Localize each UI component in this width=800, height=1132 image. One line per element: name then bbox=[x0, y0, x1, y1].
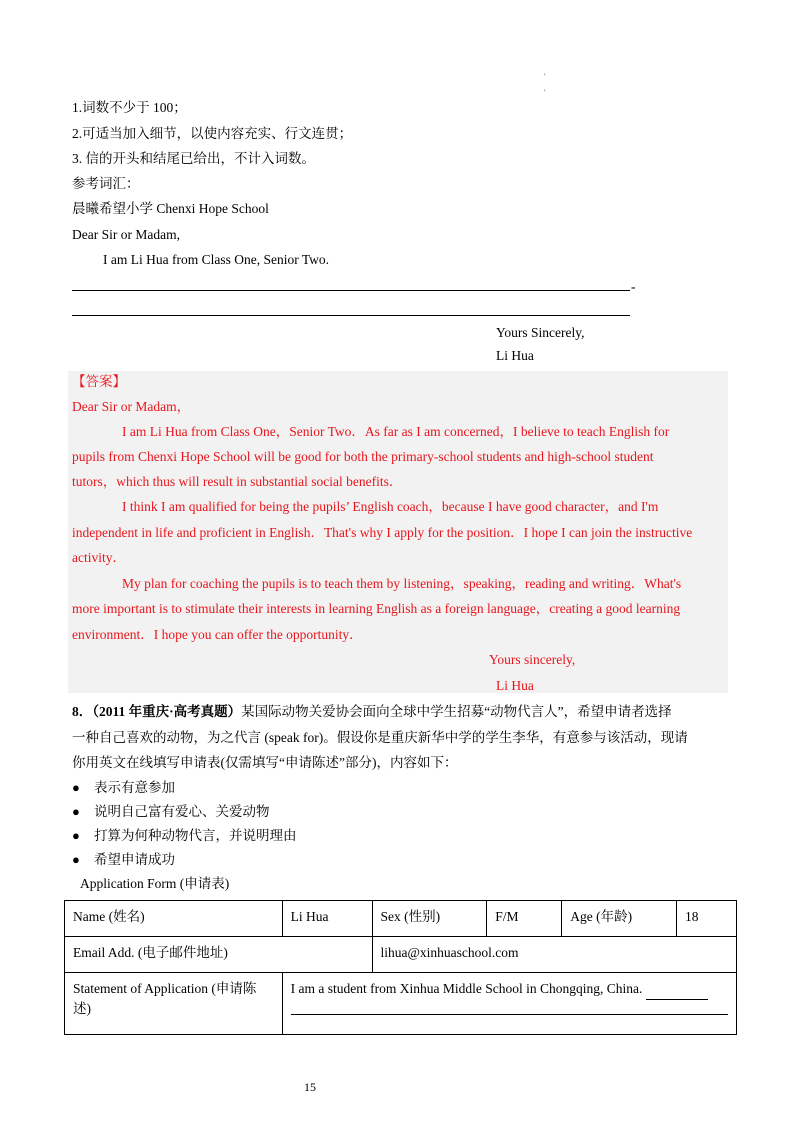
name-value: Li Hua bbox=[282, 901, 372, 937]
vocab-label: 参考词汇： bbox=[72, 176, 140, 191]
email-value: lihua@xinhuaschool.com bbox=[372, 937, 737, 973]
name-label: Name (姓名) bbox=[65, 901, 283, 937]
vocab-item: 晨曦希望小学 Chenxi Hope School bbox=[72, 201, 269, 216]
question-8-line2: 一种自己喜欢的动物，为之代言 (speak for)。假设你是重庆新华中学的学生李华，有意参与该活动，现请 bbox=[72, 730, 688, 745]
form-title: Application Form (申请表) bbox=[80, 876, 230, 891]
bullet-icon: ● bbox=[72, 828, 80, 843]
bullet-item: 打算为何种动物代言，并说明理由 bbox=[94, 828, 297, 843]
statement-cell bbox=[282, 973, 736, 1035]
answer-line: I am Li Hua from Class One，Senior Two．As far as I am concerned，I believe to teach English for bbox=[122, 424, 670, 439]
letter-closing: Yours Sincerely, bbox=[496, 325, 585, 340]
question-number: 8． bbox=[72, 704, 93, 719]
answer-line: more important is to stimulate their interests in learning English as a foreign language，creating a good learning bbox=[72, 601, 681, 616]
question-text: 某国际动物关爱协会面向全球中学生招募“动物代言人”，希望申请者选择 bbox=[241, 704, 672, 719]
answer-closing: Yours sincerely, bbox=[489, 652, 576, 667]
fill-blank bbox=[646, 979, 708, 1000]
statement-value: I am a student from Xinhua Middle School in Chongqing, China. bbox=[290, 981, 643, 996]
writing-line bbox=[72, 290, 630, 291]
answer-line: independent in life and proficient in English．That's why I apply for the position．I hope I can join the instructive bbox=[72, 525, 693, 540]
bullet-item: 表示有意参加 bbox=[94, 780, 175, 795]
bullet-item: 希望申请成功 bbox=[94, 852, 175, 867]
stray-mark: ' bbox=[544, 88, 546, 97]
letter-salutation: Dear Sir or Madam, bbox=[72, 227, 180, 242]
bullet-item: 说明自己富有爱心、关爱动物 bbox=[94, 804, 270, 819]
sex-value: F/M bbox=[487, 901, 562, 937]
requirement-1: 1.词数不少于 100； bbox=[72, 100, 187, 115]
line-dash: - bbox=[631, 279, 636, 294]
question-8-line3: 你用英文在线填写申请表(仅需填写“申请陈述”部分)，内容如下： bbox=[72, 755, 458, 770]
age-label: Age (年龄) bbox=[562, 901, 677, 937]
writing-line bbox=[291, 1000, 728, 1015]
question-8-line1 bbox=[72, 702, 672, 722]
answer-line: pupils from Chenxi Hope School will be good for both the primary-school students and high-school student bbox=[72, 449, 654, 464]
bullet-icon: ● bbox=[72, 804, 80, 819]
page-number: 15 bbox=[304, 1080, 316, 1094]
bullet-icon: ● bbox=[72, 780, 80, 795]
stray-mark: ' bbox=[544, 72, 546, 81]
answer-salutation: Dear Sir or Madam， bbox=[72, 399, 191, 414]
answer-line: My plan for coaching the pupils is to teach them by listening，speaking，reading and writing．What's bbox=[122, 576, 682, 591]
letter-signature: Li Hua bbox=[496, 348, 534, 363]
requirement-2: 2.可适当加入细节，以使内容充实、行文连贯； bbox=[72, 126, 353, 141]
application-form bbox=[64, 900, 737, 1035]
statement-label: Statement of Application (申请陈述) bbox=[65, 973, 283, 1035]
writing-line bbox=[72, 315, 630, 316]
email-label: Email Add. (电子邮件地址) bbox=[65, 937, 373, 973]
answer-line: activity． bbox=[72, 550, 126, 565]
age-value: 18 bbox=[677, 901, 737, 937]
answer-line: environment．I hope you can offer the opportunity． bbox=[72, 627, 363, 642]
question-source: （2011 年重庆·高考真题） bbox=[92, 704, 242, 719]
sex-label: Sex (性别) bbox=[372, 901, 487, 937]
answer-label: 【答案】 bbox=[72, 374, 126, 389]
answer-line: tutors，which thus will result in substantial social benefits． bbox=[72, 474, 403, 489]
requirement-3: 3. 信的开头和结尾已给出，不计入词数。 bbox=[72, 151, 315, 166]
letter-opening: I am Li Hua from Class One, Senior Two. bbox=[103, 252, 330, 267]
bullet-icon: ● bbox=[72, 852, 80, 867]
answer-line: I think I am qualified for being the pupils’ English coach，because I have good character，and I'm bbox=[122, 499, 659, 514]
answer-signature: Li Hua bbox=[496, 678, 534, 693]
